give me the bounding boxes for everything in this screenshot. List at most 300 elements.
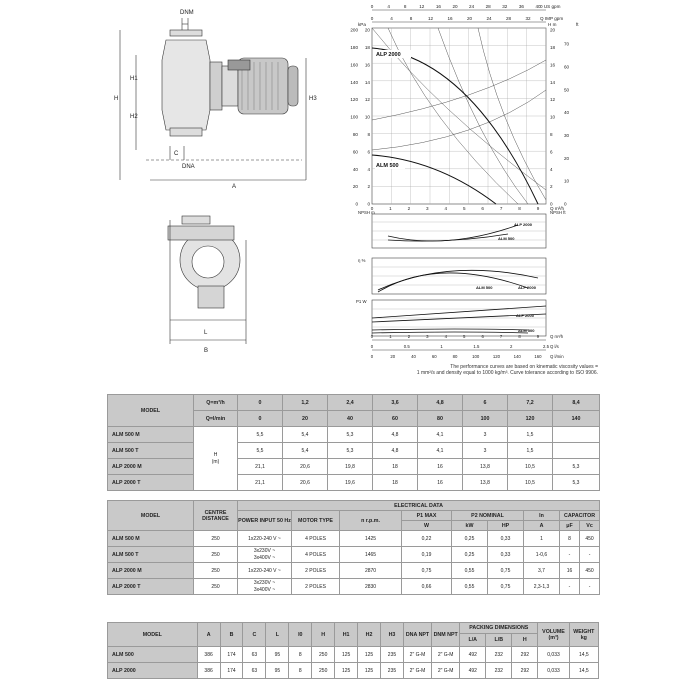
h-value-cell: 13,8 (463, 475, 508, 491)
h-value-cell: 13,8 (463, 459, 508, 475)
model-header: MODEL (108, 395, 194, 427)
kpa-tick: 200 (350, 27, 358, 33)
kpa-tick: 100 (350, 114, 358, 120)
imp-gpm-tick: 32 (525, 16, 531, 21)
m-tick: 0 (367, 201, 370, 207)
uf-cell: - (560, 547, 580, 563)
bottom-q-m3h-tick: 0 (370, 334, 374, 339)
h-value-cell: 1,5 (508, 427, 553, 443)
motor-cell: 4 POLES (292, 531, 340, 547)
q-m3h-cell: 1,2 (283, 395, 328, 411)
h-m-tick: 14 (550, 79, 556, 85)
uf-unit: μF (560, 521, 580, 531)
us-gpm-tick: 4 (387, 4, 390, 9)
kpa-tick: 0 (355, 201, 358, 207)
power-alp-label: ALP 2000 (516, 313, 534, 318)
q-lmin-cell: 20 (283, 411, 328, 427)
npsh-unit: NPSH m (358, 210, 375, 215)
weight-cell: 14,5 (569, 647, 598, 663)
bottom-q-m3h-tick: 4 (444, 334, 447, 339)
eff-alp-label: ALP 2000 (518, 285, 536, 290)
vc-cell: - (580, 547, 600, 563)
us-gpm-tick: 20 (452, 4, 458, 9)
table-row (108, 547, 600, 563)
bottom-q-lmin-tick: 120 (492, 354, 501, 359)
model-cell: ALM 500 M (108, 427, 194, 443)
q-tick: 7 (499, 206, 503, 211)
volume-header: VOLUME (m³) (538, 623, 569, 647)
q-tick: 9 (536, 206, 540, 211)
imp-gpm-tick: 24 (486, 16, 492, 21)
weight-header: WEIGHT kg (569, 623, 598, 647)
bottom-q-lmin-tick: 100 (472, 354, 480, 359)
bottom-q-ls-tick: 0 (370, 344, 374, 349)
dim-cell: 235 (381, 663, 404, 679)
rpm-cell: 1425 (340, 531, 402, 547)
dim-cell: 63 (243, 663, 266, 679)
q-m3h-header: Q=m³/h (194, 395, 238, 411)
h-m-unit: H m (548, 22, 557, 27)
dim-cell: 125 (335, 663, 358, 679)
power-alm-label: ALM 500 (518, 328, 535, 333)
power-line: 3x400V ~ (253, 554, 276, 561)
motor-cell: 2 POLES (292, 579, 340, 595)
motor-type-header: MOTOR TYPE (292, 511, 340, 531)
centre-distance-header: CENTRE DISTANCE (194, 501, 238, 531)
eff-unit: η % (358, 258, 366, 263)
kw-cell: 0,25 (452, 547, 488, 563)
dim-cell: 386 (197, 663, 220, 679)
model-cell: ALM 500 M (108, 531, 194, 547)
h-m-tick: 0 (550, 201, 553, 207)
table-row (108, 443, 600, 459)
h-m-tick: 8 (550, 132, 553, 137)
bottom-q-ls-tick: 1 (440, 344, 443, 349)
bottom-q-ls-tick: 0.5 (403, 344, 410, 349)
h-value-cell: 5,5 (238, 427, 283, 443)
h-value-cell: 18 (373, 475, 418, 491)
m-tick: 2 (367, 184, 370, 190)
kpa-tick: 40 (352, 166, 358, 172)
imp-gpm-tick: 0 (370, 16, 374, 21)
bottom-q-lmin-tick: 80 (452, 354, 458, 359)
table-row (108, 475, 600, 491)
kw-cell: 0,55 (452, 579, 488, 595)
h-value-cell: 4,1 (418, 427, 463, 443)
bottom-q-m3h-unit: Q m³/h (550, 334, 564, 339)
power-unit: P1 W (356, 299, 367, 304)
in-cell: 1 (524, 531, 560, 547)
l-label: L (204, 330, 208, 336)
bottom-q-m3h-tick: 5 (463, 334, 466, 339)
table-row (108, 427, 600, 443)
h-ft-unit: ft (576, 22, 579, 27)
dimensions-table (107, 622, 599, 679)
q-lmin-cell: 0 (238, 411, 283, 427)
bottom-q-ls-unit: Q l/s (550, 344, 559, 349)
kpa-tick: 60 (352, 149, 358, 155)
performance-table (107, 394, 600, 491)
power-cell (238, 579, 292, 595)
m-tick: 4 (367, 166, 370, 172)
bottom-q-lmin-tick: 0 (370, 354, 374, 359)
q-lmin-cell: 120 (508, 411, 553, 427)
table-row (108, 663, 599, 679)
dim-header: A (197, 623, 220, 647)
h-m-tick: 20 (550, 27, 556, 33)
model-cell: ALP 2000 (108, 663, 198, 679)
h-value-cell: 5,4 (283, 443, 328, 459)
hp-cell: 0,75 (488, 563, 524, 579)
hp-cell: 0,33 (488, 547, 524, 563)
la-cell: 492 (460, 663, 486, 679)
us-gpm-tick: 16 (435, 4, 441, 9)
h-value-cell: 20,6 (283, 459, 328, 475)
capacitor-header: CAPACITOR (560, 511, 600, 521)
h-m-tick: 6 (550, 149, 553, 155)
us-gpm-tick: 24 (469, 4, 475, 9)
h-cell: 292 (512, 647, 538, 663)
npsh-alm-label: ALM 500 (498, 236, 515, 241)
q-tick: 5 (462, 206, 466, 211)
q-tick: 2 (407, 206, 411, 211)
rpm-cell: 2870 (340, 563, 402, 579)
m-tick: 12 (364, 97, 370, 103)
kpa-tick: 160 (350, 62, 358, 68)
h-m-tick: 16 (550, 62, 556, 68)
h-value-cell: 16 (418, 475, 463, 491)
table-row (108, 531, 600, 547)
dim-cell: 63 (243, 647, 266, 663)
us-gpm-tick: 40 (535, 4, 541, 9)
kpa-tick: 20 (352, 184, 358, 190)
lb-cell: 232 (486, 663, 512, 679)
h-value-cell: 5,3 (553, 475, 600, 491)
p2-nominal-header: P2 NOMINAL (452, 511, 524, 521)
h-value-cell: 3 (463, 443, 508, 459)
h-value-cell: 21,1 (238, 459, 283, 475)
power-cell (238, 547, 292, 563)
model-cell: ALP 2000 T (108, 579, 194, 595)
dim-cell: 250 (312, 647, 335, 663)
h-m-tick: 2 (550, 184, 553, 190)
packing-header: PACKING DIMENSIONS (460, 623, 538, 634)
c-label: C (174, 151, 179, 157)
imp-gpm-tick: 4 (390, 16, 393, 21)
h1-label: H1 (130, 76, 138, 82)
lb-header: L/B (486, 634, 512, 647)
bottom-q-lmin-tick: 140 (513, 354, 521, 359)
q-lmin-cell: 60 (373, 411, 418, 427)
dim-header: H1 (335, 623, 358, 647)
p1-unit: W (402, 521, 452, 531)
dna-header: DNA NPT (403, 623, 431, 647)
centre-cell: 250 (194, 547, 238, 563)
q-m3h-cell: 8,4 (553, 395, 600, 411)
kw-cell: 0,55 (452, 563, 488, 579)
dnm-cell: 2" G-M (432, 663, 460, 679)
dnm-label: DNM (180, 10, 194, 16)
h-value-cell: 16 (418, 459, 463, 475)
bottom-q-lmin-tick: 40 (411, 354, 416, 359)
bottom-q-m3h-tick: 7 (499, 334, 503, 339)
h-value-cell: 3 (463, 427, 508, 443)
pump-drawing (110, 0, 325, 360)
h-value-cell: 21,1 (238, 475, 283, 491)
curve-note-line1: The performance curves are based on kinematic viscosity values = (450, 364, 598, 370)
bottom-q-lmin-unit: Q l/min (550, 354, 564, 359)
us-gpm-tick: 8 (403, 4, 407, 9)
in-cell: 3,7 (524, 563, 560, 579)
in-unit: A (524, 521, 560, 531)
q-lmin-header: Q=l/min (194, 411, 238, 427)
h2-label: H2 (130, 114, 138, 120)
alm-500-series-label: ALM 500 (376, 163, 399, 169)
q-m3h-cell: 0 (238, 395, 283, 411)
kw-unit: kW (452, 521, 488, 531)
power-input-header: POWER INPUT 50 Hz (238, 511, 292, 531)
electrical-table (107, 500, 600, 595)
hp-unit: HP (488, 521, 524, 531)
q-m3h-cell: 4,8 (418, 395, 463, 411)
bottom-q-m3h-tick: 9 (536, 334, 540, 339)
uf-cell: 16 (560, 563, 580, 579)
model-cell: ALM 500 T (108, 443, 194, 459)
dim-cell: 125 (358, 647, 381, 663)
vc-cell: 450 (580, 531, 600, 547)
dna-cell: 2" G-M (403, 663, 431, 679)
volume-cell: 0,033 (538, 647, 569, 663)
bottom-q-ls-tick: 2.5 (543, 344, 549, 349)
model-cell: ALP 2000 M (108, 459, 194, 475)
h-value-cell: 20,6 (283, 475, 328, 491)
dim-cell: 125 (358, 663, 381, 679)
h-unit-label: H (213, 451, 218, 458)
dnm-header: DNM NPT (432, 623, 460, 647)
h-header: H (512, 634, 538, 647)
motor-cell: 4 POLES (292, 547, 340, 563)
vc-cell: - (580, 579, 600, 595)
bottom-q-ls-tick: 1.5 (473, 344, 480, 349)
m-tick: 16 (364, 62, 370, 68)
q-tick: 0 (370, 206, 374, 211)
h-value-cell: 19,6 (328, 475, 373, 491)
electrical-data-header: ELECTRICAL DATA (238, 501, 600, 511)
h-value-cell: 4,1 (418, 443, 463, 459)
m-tick: 6 (367, 149, 370, 155)
h-value-cell: 5,3 (328, 427, 373, 443)
dim-header: B (220, 623, 243, 647)
bottom-q-lmin-tick: 60 (431, 354, 437, 359)
bottom-q-lmin-tick: 20 (390, 354, 396, 359)
q-lmin-cell: 140 (553, 411, 600, 427)
la-cell: 492 (460, 647, 486, 663)
h-m-tick: 12 (550, 97, 556, 103)
dim-header: I0 (289, 623, 312, 647)
dim-header: H (312, 623, 335, 647)
kpa-tick: 120 (350, 97, 358, 103)
alp-2000-series-label: ALP 2000 (376, 52, 401, 58)
h-value-cell (553, 443, 600, 459)
hp-cell: 0,33 (488, 531, 524, 547)
bottom-q-m3h-tick: 6 (481, 334, 484, 339)
centre-cell: 250 (194, 563, 238, 579)
dim-cell: 174 (220, 663, 243, 679)
h-value-cell: 5,5 (238, 443, 283, 459)
table-row (108, 459, 600, 475)
dim-cell: 125 (335, 647, 358, 663)
h-value-cell: 5,3 (328, 443, 373, 459)
bottom-q-lmin-tick: 160 (534, 354, 542, 359)
h-ft-tick: 0 (564, 201, 567, 207)
power-line: 3x400V ~ (253, 586, 276, 593)
q-m3h-cell: 6 (463, 395, 508, 411)
us-gpm-unit: 0 US gpm (540, 4, 561, 9)
npsh-alp-label: ALP 2000 (514, 222, 532, 227)
dim-cell: 95 (266, 647, 289, 663)
q-lmin-cell: 80 (418, 411, 463, 427)
vc-cell: 450 (580, 563, 600, 579)
dim-header: C (243, 623, 266, 647)
h-m-tick: 18 (550, 45, 556, 50)
imp-gpm-unit: Q IMP gpm (540, 16, 564, 21)
q-m3h-cell: 7,2 (508, 395, 553, 411)
kpa-tick: 140 (350, 79, 358, 85)
imp-gpm-tick: 20 (466, 16, 473, 21)
h-unit-cell (194, 427, 238, 491)
h-ft-tick: 40 (564, 110, 570, 116)
m-tick: 18 (364, 45, 370, 50)
us-gpm-tick: 32 (502, 4, 508, 9)
q-lmin-cell: 40 (328, 411, 373, 427)
q-m3h-unit: Q m³/h (550, 206, 565, 211)
imp-gpm-tick: 16 (447, 16, 453, 21)
table-row (108, 647, 599, 663)
h-value-cell: 4,8 (373, 427, 418, 443)
dim-header: H2 (358, 623, 381, 647)
npsh-ft-unit: NPSH ft (550, 210, 566, 215)
in-cell: 2,3-1,3 (524, 579, 560, 595)
in-cell: 1-0,6 (524, 547, 560, 563)
uf-cell: - (560, 579, 580, 595)
bottom-q-ls-tick: 2 (510, 344, 513, 349)
dim-cell: 174 (220, 647, 243, 663)
p1-max-header: P1 MAX (402, 511, 452, 521)
m-tick: 10 (364, 114, 370, 120)
curve-note-line2: 1 mm²/s and density equal to 1000 kg/m³. Curve tolerance according to ISO 9906. (416, 370, 598, 377)
us-gpm-tick: 28 (485, 4, 491, 9)
imp-gpm-tick: 8 (409, 16, 413, 21)
p1-cell: 0,22 (402, 531, 452, 547)
volume-cell: 0,033 (538, 663, 569, 679)
h-ft-tick: 70 (564, 41, 570, 47)
q-tick: 8 (518, 206, 521, 211)
centre-cell: 250 (194, 531, 238, 547)
p1-cell: 0,66 (402, 579, 452, 595)
dim-header: L (266, 623, 289, 647)
bottom-q-m3h-tick: 8 (518, 334, 521, 339)
h-value-cell: 4,8 (373, 443, 418, 459)
power-line: 3x230V ~ (253, 579, 276, 586)
q-m3h-cell: 3,6 (373, 395, 418, 411)
h-ft-tick: 30 (564, 133, 570, 139)
us-gpm-tick: 36 (518, 4, 524, 9)
dna-cell: 2" G-M (403, 647, 431, 663)
us-gpm-tick: 12 (419, 4, 425, 9)
h-value-cell: 10,5 (508, 459, 553, 475)
h-value-cell: 5,4 (283, 427, 328, 443)
dim-cell: 95 (266, 663, 289, 679)
in-header: In (524, 511, 560, 521)
h-ft-tick: 10 (564, 178, 570, 184)
p1-cell: 0,19 (402, 547, 452, 563)
dnm-cell: 2" G-M (432, 647, 460, 663)
model-header: MODEL (108, 623, 198, 647)
power-line: 3x230V ~ (253, 547, 276, 554)
h-m-tick: 10 (550, 114, 556, 120)
m-tick: 14 (364, 79, 370, 85)
centre-cell: 250 (194, 579, 238, 595)
h-m-tick: 4 (550, 166, 553, 172)
h-cell: 292 (512, 663, 538, 679)
p-kpa-unit: kPa (358, 22, 366, 27)
model-cell: ALM 500 (108, 647, 198, 663)
weight-cell: 14,5 (569, 663, 598, 679)
dim-cell: 250 (312, 663, 335, 679)
curve-note (388, 364, 598, 377)
h-value-cell: 18 (373, 459, 418, 475)
h-value-cell: 5,3 (553, 459, 600, 475)
h-ft-tick: 50 (564, 87, 570, 93)
dim-cell: 8 (289, 647, 312, 663)
model-header: MODEL (108, 501, 194, 531)
table-row (108, 579, 600, 595)
p1-cell: 0,75 (402, 563, 452, 579)
kpa-tick: 180 (350, 45, 358, 50)
h-value-cell: 19,8 (328, 459, 373, 475)
kw-cell: 0,25 (452, 531, 488, 547)
dim-cell: 386 (197, 647, 220, 663)
eff-alm-label: ALM 500 (476, 285, 493, 290)
q-m3h-cell: 2,4 (328, 395, 373, 411)
q-tick: 3 (426, 206, 429, 211)
h-value-cell (553, 427, 600, 443)
dim-header: H3 (381, 623, 404, 647)
dna-label: DNA (182, 164, 195, 170)
la-header: L/A (460, 634, 486, 647)
h-label: H (114, 96, 119, 102)
kpa-tick: 80 (352, 132, 358, 137)
h-value-cell: 1,5 (508, 443, 553, 459)
m-tick: 20 (364, 27, 370, 33)
power-cell: 1x220-240 V ~ (238, 531, 292, 547)
dim-cell: 8 (289, 663, 312, 679)
hp-cell: 0,75 (488, 579, 524, 595)
rpm-header: n r.p.m. (340, 511, 402, 531)
m-tick: 8 (367, 132, 370, 137)
q-tick: 4 (444, 206, 448, 211)
rpm-cell: 1465 (340, 547, 402, 563)
imp-gpm-tick: 28 (505, 16, 512, 21)
h-ft-tick: 60 (564, 64, 570, 70)
power-cell: 1x220-240 V ~ (238, 563, 292, 579)
model-cell: ALP 2000 M (108, 563, 194, 579)
us-gpm-tick: 0 (370, 4, 374, 9)
uf-cell: 8 (560, 531, 580, 547)
bottom-q-m3h-tick: 2 (407, 334, 411, 339)
h-value-cell: 10,5 (508, 475, 553, 491)
q-lmin-cell: 100 (463, 411, 508, 427)
